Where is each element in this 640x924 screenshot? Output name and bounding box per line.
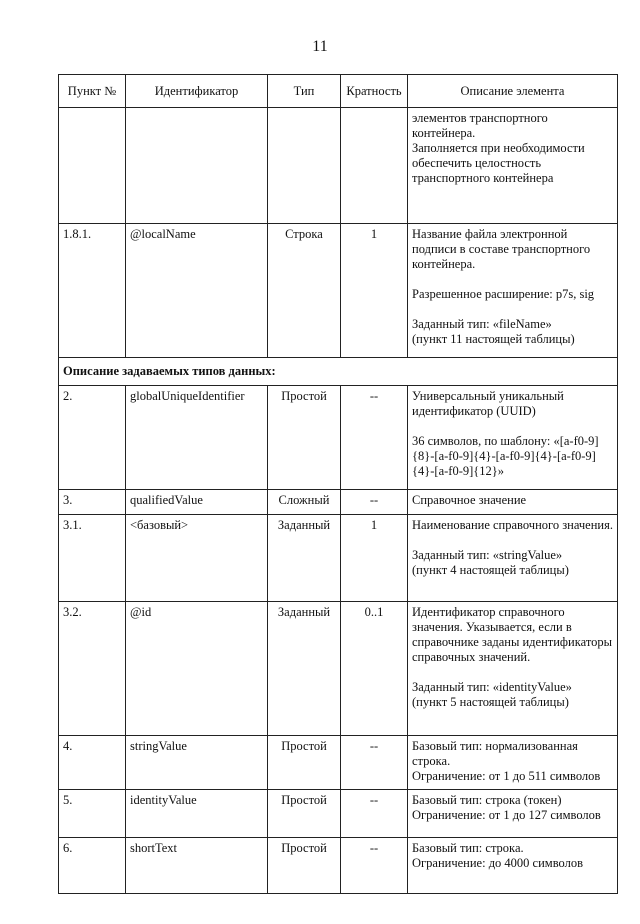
cell-item: 4. bbox=[59, 736, 126, 790]
cell-description bbox=[408, 224, 618, 358]
cell-multiplicity: 1 bbox=[341, 515, 408, 602]
header-item: Пункт № bbox=[59, 75, 126, 108]
cell-item: 5. bbox=[59, 790, 126, 838]
header-identifier: Идентификатор bbox=[126, 75, 268, 108]
cell-type: Простой bbox=[268, 736, 341, 790]
cell-identifier: @localName bbox=[126, 224, 268, 358]
cell-type: Простой bbox=[268, 790, 341, 838]
description-paragraph: элементов транспортного контейнера. Заполняется при необходимости обеспечить целостность транспортного контейнера bbox=[412, 111, 585, 185]
description-paragraph: Справочное значение bbox=[412, 493, 527, 507]
header-description: Описание элемента bbox=[408, 75, 618, 108]
cell-description bbox=[408, 790, 618, 838]
description-paragraph: Разрешенное расширение: p7s, sig bbox=[412, 287, 595, 301]
cell-item: 3.1. bbox=[59, 515, 126, 602]
description-paragraph: Заданный тип: «stringValue» (пункт 4 настоящей таблицы) bbox=[412, 548, 569, 577]
cell-identifier: stringValue bbox=[126, 736, 268, 790]
section-row bbox=[59, 358, 618, 386]
table-row bbox=[59, 736, 618, 790]
cell-identifier: <базовый> bbox=[126, 515, 268, 602]
cell-multiplicity: 0..1 bbox=[341, 602, 408, 736]
cell-description bbox=[408, 386, 618, 490]
table-row bbox=[59, 790, 618, 838]
cell-identifier: identityValue bbox=[126, 790, 268, 838]
description-paragraph: Базовый тип: строка (токен) Ограничение: от 1 до 127 символов bbox=[412, 793, 601, 822]
data-types-table bbox=[58, 74, 618, 894]
header-multiplicity: Кратность bbox=[341, 75, 408, 108]
description-paragraph: Базовый тип: строка. Ограничение: до 4000 символов bbox=[412, 841, 583, 870]
header-type: Тип bbox=[268, 75, 341, 108]
cell-multiplicity: -- bbox=[341, 490, 408, 515]
cell-item: 6. bbox=[59, 838, 126, 894]
description-paragraph: Базовый тип: нормализованная строка. Ограничение: от 1 до 511 символов bbox=[412, 739, 601, 783]
description-paragraph: 36 символов, по шаблону: «[a-f0-9]{8}-[a-f0-9]{4}-[a-f0-9]{4}-[a-f0-9]{4}-[a-f0-9]{12}» bbox=[412, 434, 599, 478]
cell-multiplicity bbox=[341, 108, 408, 224]
table-row bbox=[59, 838, 618, 894]
table-row bbox=[59, 224, 618, 358]
cell-type: Заданный bbox=[268, 515, 341, 602]
description-paragraph: Название файла электронной подписи в составе транспортного контейнера. bbox=[412, 227, 591, 271]
cell-description bbox=[408, 108, 618, 224]
cell-type: Простой bbox=[268, 386, 341, 490]
description-paragraph: Универсальный уникальный идентификатор (UUID) bbox=[412, 389, 564, 418]
description-paragraph: Идентификатор справочного значения. Указывается, если в справочнике заданы идентификаторы справочных значений. bbox=[412, 605, 613, 664]
table-row bbox=[59, 490, 618, 515]
cell-type: Заданный bbox=[268, 602, 341, 736]
description-paragraph: Заданный тип: «fileName» (пункт 11 настоящей таблицы) bbox=[412, 317, 575, 346]
description-paragraph: Заданный тип: «identityValue» (пункт 5 настоящей таблицы) bbox=[412, 680, 572, 709]
cell-item: 3. bbox=[59, 490, 126, 515]
table-row bbox=[59, 108, 618, 224]
table-row bbox=[59, 515, 618, 602]
cell-description bbox=[408, 736, 618, 790]
cell-identifier: shortText bbox=[126, 838, 268, 894]
cell-description bbox=[408, 490, 618, 515]
section-title: Описание задаваемых типов данных: bbox=[59, 358, 618, 386]
cell-item: 2. bbox=[59, 386, 126, 490]
cell-identifier: qualifiedValue bbox=[126, 490, 268, 515]
cell-type: Строка bbox=[268, 224, 341, 358]
cell-item: 3.2. bbox=[59, 602, 126, 736]
cell-type: Сложный bbox=[268, 490, 341, 515]
cell-type bbox=[268, 108, 341, 224]
cell-identifier: @id bbox=[126, 602, 268, 736]
cell-item: 1.8.1. bbox=[59, 224, 126, 358]
cell-description bbox=[408, 602, 618, 736]
cell-description bbox=[408, 838, 618, 894]
cell-multiplicity: -- bbox=[341, 838, 408, 894]
cell-description bbox=[408, 515, 618, 602]
table-row bbox=[59, 386, 618, 490]
cell-type: Простой bbox=[268, 838, 341, 894]
cell-item bbox=[59, 108, 126, 224]
cell-identifier bbox=[126, 108, 268, 224]
table-header-row bbox=[59, 75, 618, 108]
cell-identifier: globalUniqueIdentifier bbox=[126, 386, 268, 490]
cell-multiplicity: -- bbox=[341, 386, 408, 490]
cell-multiplicity: -- bbox=[341, 790, 408, 838]
cell-multiplicity: 1 bbox=[341, 224, 408, 358]
table-row bbox=[59, 602, 618, 736]
page-number: 11 bbox=[312, 38, 328, 55]
description-paragraph: Наименование справочного значения. bbox=[412, 518, 613, 532]
cell-multiplicity: -- bbox=[341, 736, 408, 790]
